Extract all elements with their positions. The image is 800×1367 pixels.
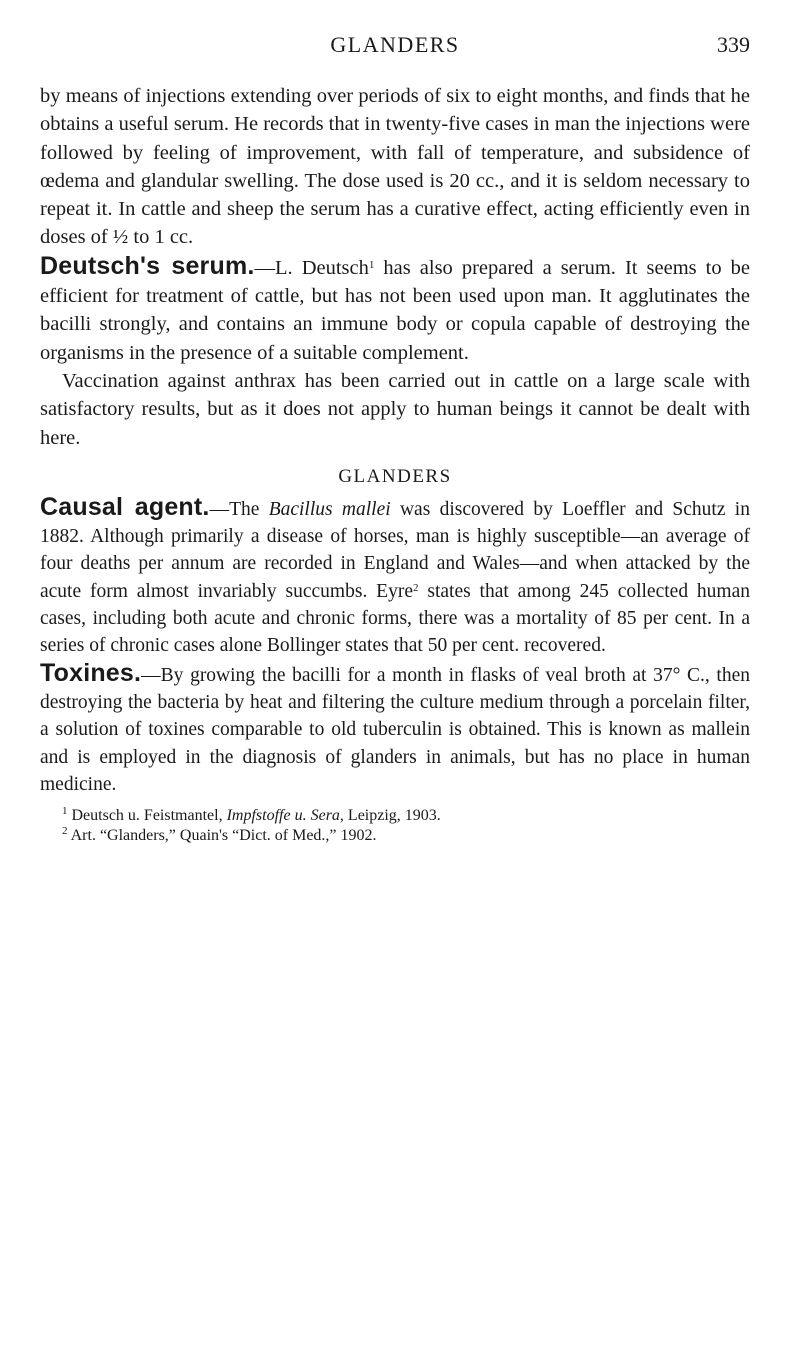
paragraph-toxines	[40, 660, 750, 798]
footnote-marker-1: 1	[62, 805, 68, 818]
footnote-2	[40, 826, 750, 846]
footnote-ref-2: 2	[413, 581, 419, 594]
run-in-heading-causal-agent: Causal agent.	[40, 492, 210, 521]
deutsch-text-a: —L. Deutsch	[254, 256, 369, 279]
deutsch-text-b: has also prepared a serum. It seems to be efficient for treatment of cattle, but has not been used upon man. It agglutinates the bacilli strongly, and contains an immune body or copula capable of destroying the organisms in the presence of a suitable complement.	[40, 256, 750, 364]
causal-text-a: —The	[209, 498, 269, 520]
footnote-2-text-a: Art. “Glanders,” Quain's “Dict. of Med.,” 1902.	[67, 827, 377, 845]
section-heading-glanders: GLANDERS	[338, 465, 452, 487]
running-head	[40, 32, 750, 68]
footnotes	[40, 806, 750, 846]
footnote-1-text-a: Deutsch u. Feistmantel,	[67, 807, 227, 825]
page-number: 339	[717, 32, 750, 57]
run-in-heading-toxines: Toxines.	[40, 658, 142, 687]
paragraph-causal-agent	[40, 494, 750, 660]
paragraph-deutsch-serum	[40, 252, 750, 367]
body-text	[40, 82, 750, 846]
toxines-text: —By growing the bacilli for a month in flasks of veal broth at 37° C., then destroying the bacteria by heat and filtering the culture medium through a porcelain filter, a solution of toxines comparable to old tuberculin is obtained. This is known as mallein and is employed in the diagnosis of glanders in animals, but has no place in human medicine.	[40, 664, 750, 795]
causal-text-c: states that among 245 collected human cases, including both acute and chronic forms, there was a mortality of 85 per cent. In a series of chronic cases alone Bollinger states that 50 per cent. recovered.	[40, 580, 750, 657]
footnote-marker-2: 2	[62, 825, 68, 838]
causal-organism-name: Bacillus mallei	[268, 498, 391, 520]
paragraph-vaccination: Vaccination against anthrax has been carried out in cattle on a large scale with satisfactory results, but as it does not apply to human beings it cannot be dealt with here.	[40, 369, 750, 449]
footnote-1-text-b: , Leipzig, 1903.	[339, 807, 441, 825]
run-in-heading-deutsch-serum: Deutsch's serum.	[40, 251, 255, 280]
paragraph-serum-continued: by means of injections extending over periods of six to eight months, and finds that he obtains a useful serum. He records that in twenty-five cases in man the injections were followed by feeling of improvement, with fall of temperature, and subsidence of œdema and glandular swelling. The dose used is 20 cc., and it is seldom necessary to repeat it. In cattle and sheep the serum has a curative effect, acting efficiently even in doses of ½ to 1 cc.	[40, 85, 750, 249]
footnote-1-italic: Impfstoffe u. Sera	[226, 807, 340, 825]
causal-text-b: was discovered by Loeffler and Schutz in 1882. Although primarily a disease of horses, man is highly susceptible—an average of four deaths per annum are recorded in England and Wales—and when attacked by the acute form almost invariably succumbs. Eyre	[40, 498, 750, 602]
footnote-1	[40, 806, 750, 826]
running-head-title: GLANDERS	[330, 32, 460, 57]
footnote-ref-1: 1	[368, 258, 375, 271]
